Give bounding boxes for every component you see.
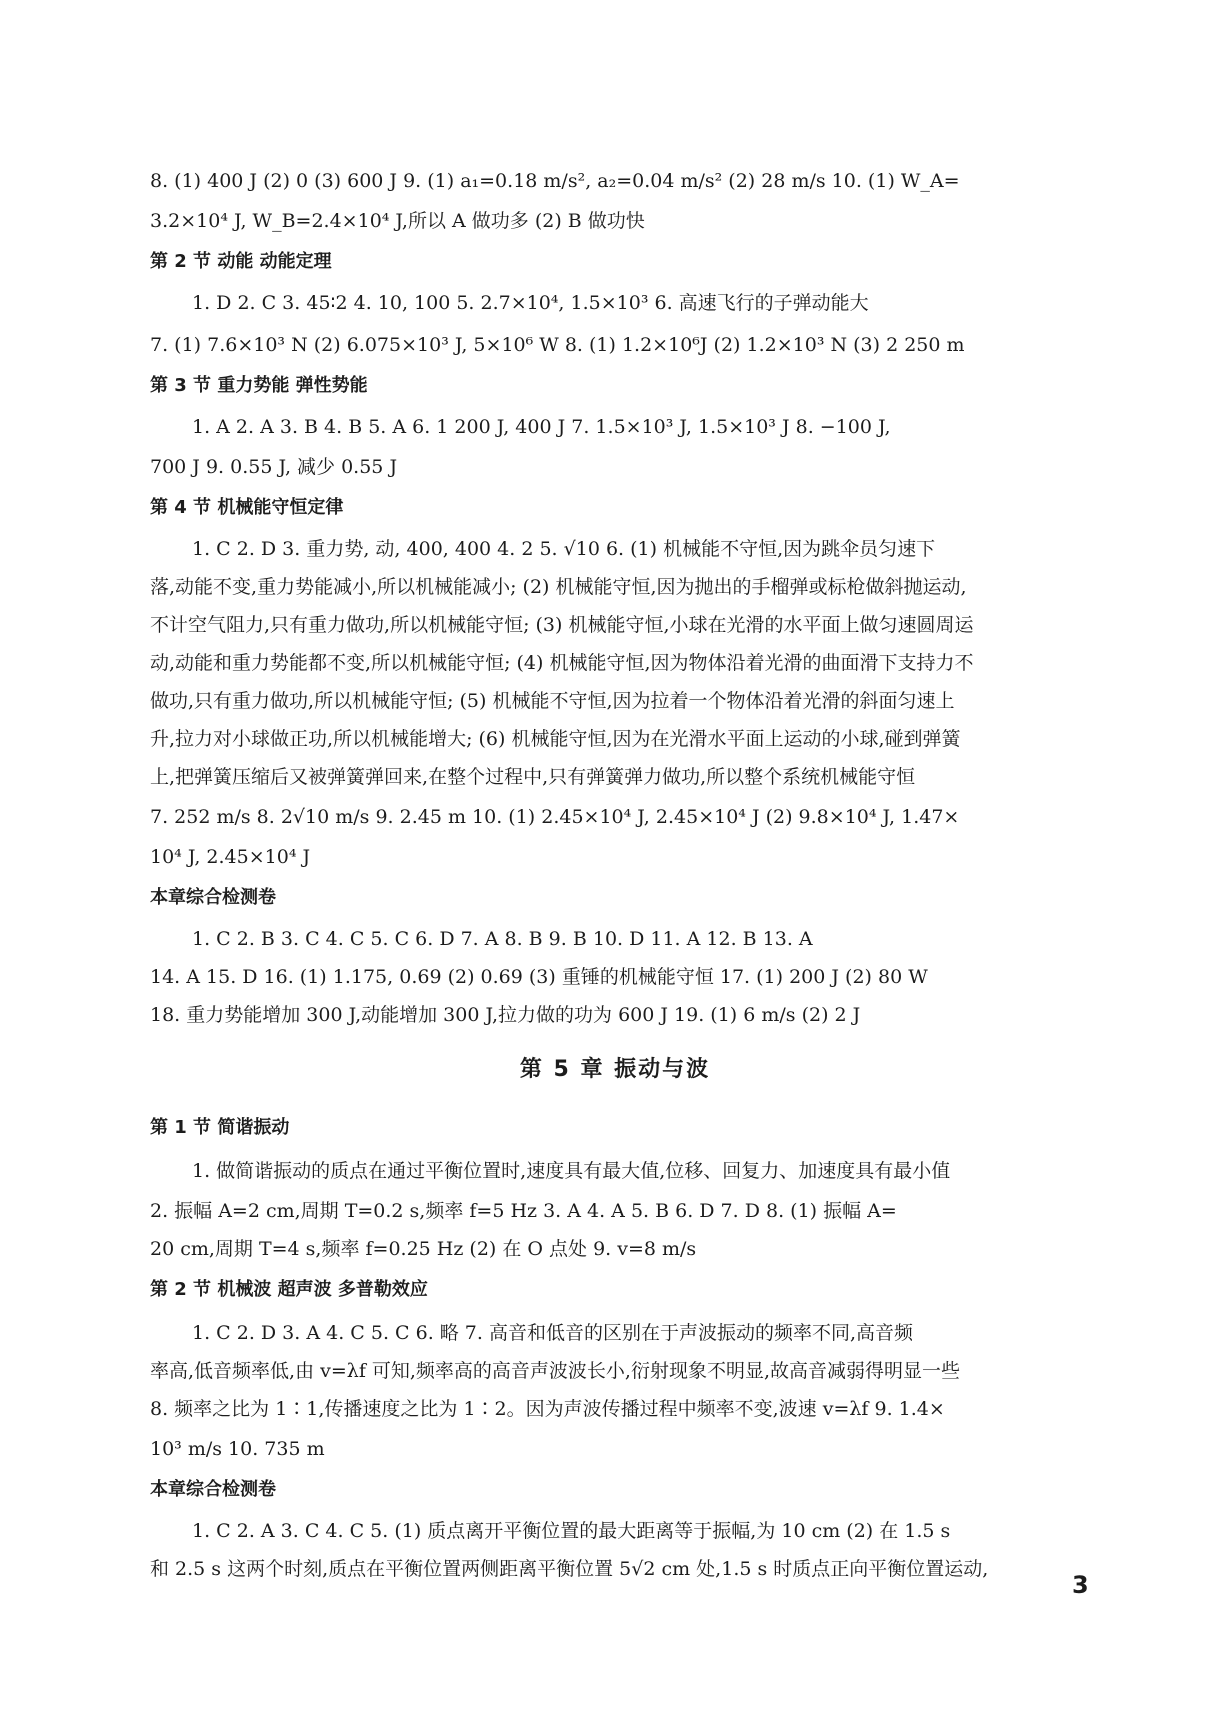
section-heading: 第 2 节 动能 动能定理 — [150, 251, 332, 272]
answer-line: 1. C 2. A 3. C 4. C 5. (1) 质点离开平衡位置的最大距离等于振幅,为 10 cm (2) 在 1.5 s — [192, 1520, 951, 1542]
answer-line: 1. C 2. B 3. C 4. C 5. C 6. D 7. A 8. B 9. B 10. D 11. A 12. B 13. A — [192, 928, 813, 950]
answer-line: 1. C 2. D 3. 重力势, 动, 400, 400 4. 2 5. √10 6. (1) 机械能不守恒,因为跳伞员匀速下 — [192, 538, 936, 560]
answer-line: 1. C 2. D 3. A 4. C 5. C 6. 略 7. 高音和低音的区别在于声波振动的频率不同,高音频 — [192, 1322, 914, 1344]
answer-line: 1. D 2. C 3. 45∶2 4. 10, 100 5. 2.7×10⁴, 1.5×10³ 6. 高速飞行的子弹动能大 — [192, 292, 869, 314]
answer-line: 不计空气阻力,只有重力做功,所以机械能守恒; (3) 机械能守恒,小球在光滑的水平面上做匀速圆周运 — [150, 614, 974, 636]
answer-line: 动,动能和重力势能都不变,所以机械能守恒; (4) 机械能守恒,因为物体沿着光滑的曲面滑下支持力不 — [150, 652, 974, 674]
answer-line: 上,把弹簧压缩后又被弹簧弹回来,在整个过程中,只有弹簧弹力做功,所以整个系统机械能守恒 — [150, 766, 916, 788]
answer-line: 落,动能不变,重力势能减小,所以机械能减小; (2) 机械能守恒,因为抛出的手榴弹或标枪做斜抛运动, — [150, 576, 967, 598]
answer-line: 升,拉力对小球做正功,所以机械能增大; (6) 机械能守恒,因为在光滑水平面上运动的小球,碰到弹簧 — [150, 728, 961, 750]
section-heading: 第 3 节 重力势能 弹性势能 — [150, 375, 368, 396]
section-heading: 第 1 节 简谐振动 — [150, 1117, 290, 1138]
chapter-title: 第 5 章 振动与波 — [519, 1057, 711, 1082]
answer-line: 1. A 2. A 3. B 4. B 5. A 6. 1 200 J, 400 J 7. 1.5×10³ J, 1.5×10³ J 8. −100 J, — [192, 416, 891, 438]
answer-line: 率高,低音频率低,由 v=λf 可知,频率高的高音声波波长小,衍射现象不明显,故高音减弱得明显一些 — [150, 1360, 961, 1382]
answer-line: 8. (1) 400 J (2) 0 (3) 600 J 9. (1) a₁=0.18 m/s², a₂=0.04 m/s² (2) 28 m/s 10. (1) W_A= — [150, 170, 960, 192]
answer-line: 18. 重力势能增加 300 J,动能增加 300 J,拉力做的功为 600 J 19. (1) 6 m/s (2) 2 J — [150, 1004, 861, 1026]
answer-line: 和 2.5 s 这两个时刻,质点在平衡位置两侧距离平衡位置 5√2 cm 处,1.5 s 时质点正向平衡位置运动, — [150, 1558, 989, 1580]
answer-line: 2. 振幅 A=2 cm,周期 T=0.2 s,频率 f=5 Hz 3. A 4. A 5. B 6. D 7. D 8. (1) 振幅 A= — [150, 1200, 897, 1222]
answer-line: 3.2×10⁴ J, W_B=2.4×10⁴ J,所以 A 做功多 (2) B 做功快 — [150, 210, 645, 232]
answer-line: 10⁴ J, 2.45×10⁴ J — [150, 846, 311, 868]
section-heading: 第 4 节 机械能守恒定律 — [150, 497, 344, 518]
answer-line: 7. 252 m/s 8. 2√10 m/s 9. 2.45 m 10. (1) 2.45×10⁴ J, 2.45×10⁴ J (2) 9.8×10⁴ J, 1.47× — [150, 806, 960, 828]
section-heading: 第 2 节 机械波 超声波 多普勒效应 — [150, 1279, 428, 1300]
answer-line: 14. A 15. D 16. (1) 1.175, 0.69 (2) 0.69 (3) 重锤的机械能守恒 17. (1) 200 J (2) 80 W — [150, 966, 928, 988]
section-heading: 本章综合检测卷 — [150, 1479, 276, 1500]
section-heading: 本章综合检测卷 — [150, 887, 276, 908]
answer-line: 700 J 9. 0.55 J, 减少 0.55 J — [150, 456, 398, 478]
answer-line: 10³ m/s 10. 735 m — [150, 1438, 325, 1460]
answer-line: 20 cm,周期 T=4 s,频率 f=0.25 Hz (2) 在 O 点处 9. v=8 m/s — [150, 1238, 697, 1260]
page-number: 3 — [1072, 1571, 1089, 1599]
answer-line: 8. 频率之比为 1∶1,传播速度之比为 1∶2。因为声波传播过程中频率不变,波速 v=λf 9. 1.4× — [150, 1398, 945, 1420]
answer-line: 做功,只有重力做功,所以机械能守恒; (5) 机械能不守恒,因为拉着一个物体沿着光滑的斜面匀速上 — [150, 690, 955, 712]
answer-line: 7. (1) 7.6×10³ N (2) 6.075×10³ J, 5×10⁶ W 8. (1) 1.2×10⁶J (2) 1.2×10³ N (3) 2 250 m — [150, 334, 965, 356]
answer-line: 1. 做简谐振动的质点在通过平衡位置时,速度具有最大值,位移、回复力、加速度具有最小值 — [192, 1160, 951, 1182]
